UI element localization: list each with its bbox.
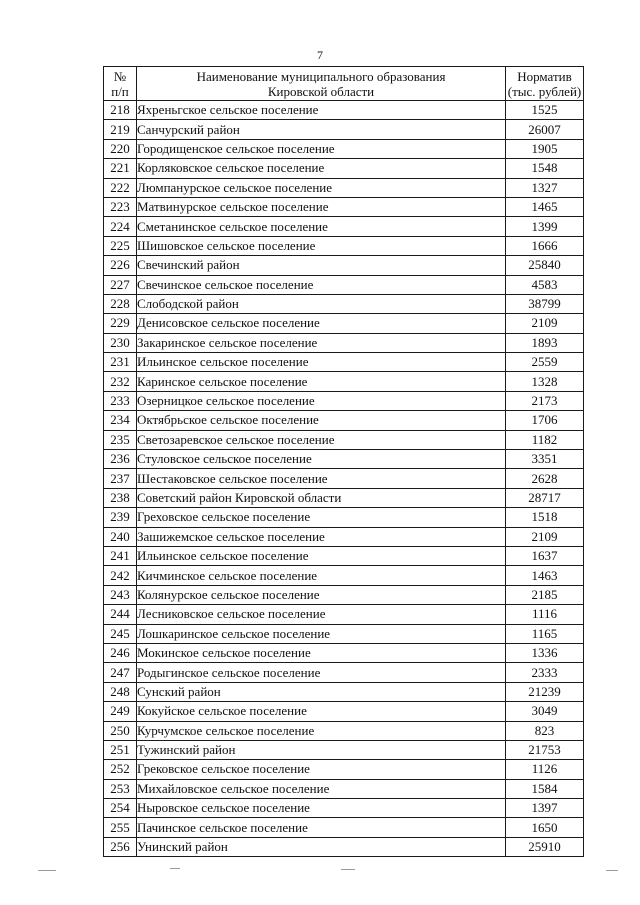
normative-value: 1463	[506, 566, 584, 585]
row-number: 238	[104, 488, 137, 507]
municipality-name: Советский район Кировской области	[137, 488, 506, 507]
normative-value: 3049	[506, 702, 584, 721]
normative-value: 823	[506, 721, 584, 740]
municipality-name: Шишовское сельское поселение	[137, 236, 506, 255]
normative-value: 21753	[506, 740, 584, 759]
municipality-name: Закаринское сельское поселение	[137, 333, 506, 352]
row-number: 231	[104, 353, 137, 372]
scan-specks	[0, 868, 640, 874]
table-row	[104, 740, 584, 759]
row-number: 255	[104, 818, 137, 837]
scan-speck	[38, 870, 56, 871]
table-row	[104, 546, 584, 565]
row-number: 245	[104, 624, 137, 643]
normative-value: 1165	[506, 624, 584, 643]
row-number: 221	[104, 159, 137, 178]
normative-value: 2109	[506, 314, 584, 333]
table-row	[104, 682, 584, 701]
normative-value: 1650	[506, 818, 584, 837]
row-number: 219	[104, 120, 137, 139]
row-number: 236	[104, 450, 137, 469]
table-row	[104, 159, 584, 178]
normative-value: 1525	[506, 101, 584, 120]
normative-value: 2628	[506, 469, 584, 488]
table-row	[104, 256, 584, 275]
normative-value: 1706	[506, 411, 584, 430]
table-row	[104, 721, 584, 740]
municipality-name: Корляковское сельское поселение	[137, 159, 506, 178]
page-number: 7	[317, 48, 323, 62]
normative-value: 1905	[506, 139, 584, 158]
header-name-line2: Кировской области	[267, 83, 375, 99]
row-number: 235	[104, 430, 137, 449]
row-number: 228	[104, 294, 137, 313]
row-number: 247	[104, 663, 137, 682]
scan-speck	[341, 869, 355, 870]
header-value-line1: Норматив	[517, 68, 572, 84]
municipality-name: Шестаковское сельское поселение	[137, 469, 506, 488]
table-row	[104, 469, 584, 488]
table-row	[104, 643, 584, 662]
normative-value: 1397	[506, 799, 584, 818]
header-number-line2: п/п	[111, 83, 129, 99]
scan-speck	[606, 870, 618, 871]
municipality-name: Тужинский район	[137, 740, 506, 759]
table-row	[104, 527, 584, 546]
normative-value: 2109	[506, 527, 584, 546]
municipality-name: Зашижемское сельское поселение	[137, 527, 506, 546]
municipality-name: Слободской район	[137, 294, 506, 313]
row-number: 249	[104, 702, 137, 721]
row-number: 232	[104, 372, 137, 391]
municipality-name: Колянурское сельское поселение	[137, 585, 506, 604]
row-number: 234	[104, 411, 137, 430]
table-row	[104, 799, 584, 818]
header-row	[104, 67, 584, 101]
normative-value: 1666	[506, 236, 584, 255]
table-row	[104, 197, 584, 216]
table-row	[104, 120, 584, 139]
municipality-name: Греховское сельское поселение	[137, 508, 506, 527]
normative-value: 2173	[506, 391, 584, 410]
header-number-line1: №	[113, 68, 127, 84]
normative-value: 1328	[506, 372, 584, 391]
table-row	[104, 139, 584, 158]
table-row	[104, 605, 584, 624]
municipality-name: Мокинское сельское поселение	[137, 643, 506, 662]
row-number: 225	[104, 236, 137, 255]
table-row	[104, 391, 584, 410]
normative-value: 21239	[506, 682, 584, 701]
row-number: 248	[104, 682, 137, 701]
table-row	[104, 818, 584, 837]
normative-value: 1116	[506, 605, 584, 624]
header-value	[506, 67, 584, 101]
normative-value: 3351	[506, 450, 584, 469]
municipality-name: Яхреньгское сельское поселение	[137, 101, 506, 120]
municipality-name: Пачинское сельское поселение	[137, 818, 506, 837]
table-body	[104, 101, 584, 857]
table-row	[104, 178, 584, 197]
table-row	[104, 372, 584, 391]
municipality-name: Лошкаринское сельское поселение	[137, 624, 506, 643]
municipality-name: Унинский район	[137, 837, 506, 856]
table-row	[104, 488, 584, 507]
table-row	[104, 101, 584, 120]
table-row	[104, 314, 584, 333]
row-number: 233	[104, 391, 137, 410]
municipality-name: Октябрьское сельское поселение	[137, 411, 506, 430]
header-name	[137, 67, 506, 101]
normative-value: 1126	[506, 760, 584, 779]
normative-value: 2333	[506, 663, 584, 682]
table-header	[104, 67, 584, 101]
row-number: 246	[104, 643, 137, 662]
normative-value: 1548	[506, 159, 584, 178]
normative-value: 1327	[506, 178, 584, 197]
table-row	[104, 663, 584, 682]
normative-value: 2559	[506, 353, 584, 372]
row-number: 222	[104, 178, 137, 197]
table-row	[104, 566, 584, 585]
municipality-name: Кокуйское сельское поселение	[137, 702, 506, 721]
municipality-name: Городищенское сельское поселение	[137, 139, 506, 158]
row-number: 223	[104, 197, 137, 216]
table-row	[104, 236, 584, 255]
table-row	[104, 702, 584, 721]
row-number: 239	[104, 508, 137, 527]
municipality-name: Свечинское сельское поселение	[137, 275, 506, 294]
row-number: 244	[104, 605, 137, 624]
municipality-name: Светозаревское сельское поселение	[137, 430, 506, 449]
row-number: 251	[104, 740, 137, 759]
normative-value: 2185	[506, 585, 584, 604]
normative-value: 4583	[506, 275, 584, 294]
normative-value: 38799	[506, 294, 584, 313]
municipality-name: Сметанинское сельское поселение	[137, 217, 506, 236]
row-number: 252	[104, 760, 137, 779]
municipality-name: Ильинское сельское поселение	[137, 546, 506, 565]
row-number: 240	[104, 527, 137, 546]
row-number: 256	[104, 837, 137, 856]
municipality-name: Курчумское сельское поселение	[137, 721, 506, 740]
municipality-name: Ильинское сельское поселение	[137, 353, 506, 372]
row-number: 241	[104, 546, 137, 565]
row-number: 242	[104, 566, 137, 585]
municipality-name: Лесниковское сельское поселение	[137, 605, 506, 624]
table-row	[104, 411, 584, 430]
municipality-name: Озерницкое сельское поселение	[137, 391, 506, 410]
normative-value: 1893	[506, 333, 584, 352]
municipality-name: Сунский район	[137, 682, 506, 701]
row-number: 218	[104, 101, 137, 120]
municipality-name: Кичминское сельское поселение	[137, 566, 506, 585]
normative-value: 1182	[506, 430, 584, 449]
normative-value: 25910	[506, 837, 584, 856]
table-row	[104, 760, 584, 779]
municipality-name: Михайловское сельское поселение	[137, 779, 506, 798]
row-number: 237	[104, 469, 137, 488]
table-row	[104, 353, 584, 372]
municipality-name: Родыгинское сельское поселение	[137, 663, 506, 682]
normative-value: 1637	[506, 546, 584, 565]
header-number	[104, 67, 137, 101]
normative-value: 1518	[506, 508, 584, 527]
municipality-name: Свечинский район	[137, 256, 506, 275]
normative-value: 26007	[506, 120, 584, 139]
normatives-table	[103, 66, 584, 857]
row-number: 229	[104, 314, 137, 333]
municipality-name: Стуловское сельское поселение	[137, 450, 506, 469]
table-row	[104, 624, 584, 643]
table-row	[104, 294, 584, 313]
municipality-name: Каринское сельское поселение	[137, 372, 506, 391]
row-number: 243	[104, 585, 137, 604]
header-name-line1: Наименование муниципального образования	[196, 68, 446, 84]
row-number: 250	[104, 721, 137, 740]
header-value-line2: (тыс. рублей)	[507, 83, 582, 99]
row-number: 254	[104, 799, 137, 818]
municipality-name: Ныровское сельское поселение	[137, 799, 506, 818]
table-row	[104, 333, 584, 352]
scan-speck	[170, 868, 180, 869]
table-row	[104, 450, 584, 469]
table-row	[104, 837, 584, 856]
normative-value: 25840	[506, 256, 584, 275]
normative-value: 1336	[506, 643, 584, 662]
municipality-name: Грековское сельское поселение	[137, 760, 506, 779]
municipality-name: Матвинурское сельское поселение	[137, 197, 506, 216]
row-number: 224	[104, 217, 137, 236]
table-row	[104, 430, 584, 449]
normative-value: 28717	[506, 488, 584, 507]
table-row	[104, 217, 584, 236]
row-number: 226	[104, 256, 137, 275]
normative-value: 1399	[506, 217, 584, 236]
row-number: 227	[104, 275, 137, 294]
table-row	[104, 508, 584, 527]
table-row	[104, 779, 584, 798]
municipality-name: Денисовское сельское поселение	[137, 314, 506, 333]
normative-value: 1465	[506, 197, 584, 216]
municipality-name: Санчурский район	[137, 120, 506, 139]
row-number: 230	[104, 333, 137, 352]
table-row	[104, 275, 584, 294]
table-row	[104, 585, 584, 604]
row-number: 220	[104, 139, 137, 158]
normative-value: 1584	[506, 779, 584, 798]
row-number: 253	[104, 779, 137, 798]
municipality-name: Люмпанурское сельское поселение	[137, 178, 506, 197]
